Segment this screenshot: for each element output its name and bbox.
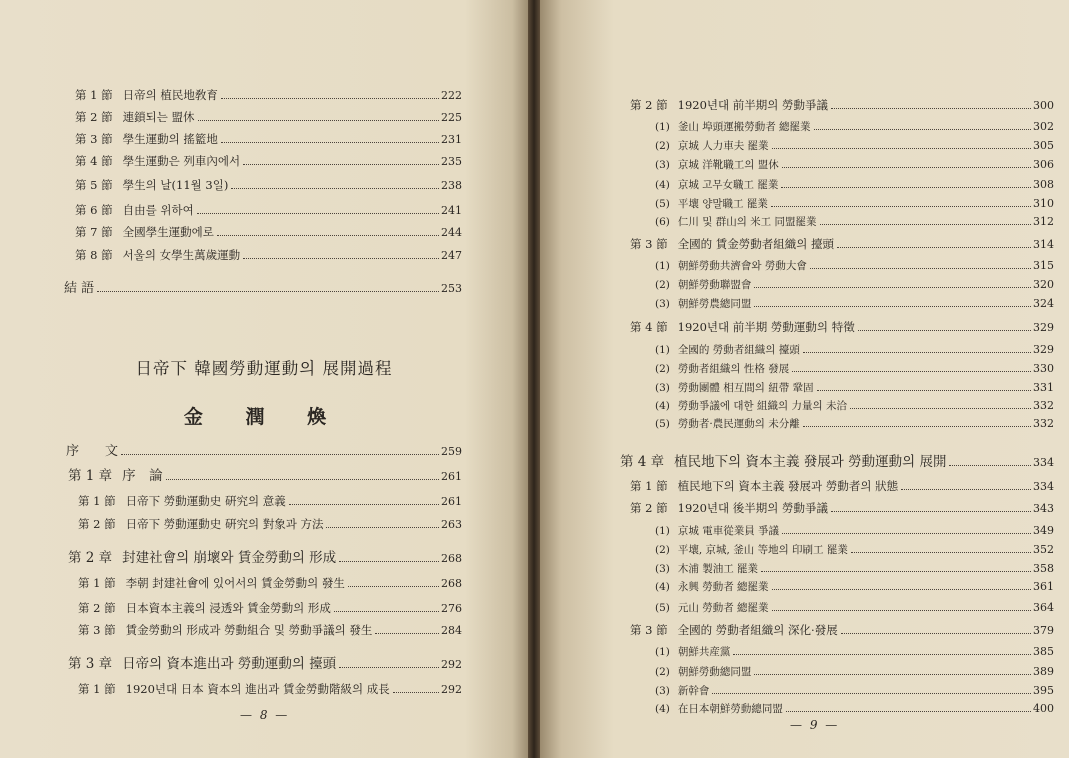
dot-leader: [901, 489, 1031, 490]
toc-entry-title: 日帝下 勞動運動史 硏究의 對象과 方法: [125, 517, 324, 531]
book-title: 日帝下 韓國勞動運動의 展開過程: [135, 359, 393, 378]
toc-entry-number: (2): [655, 279, 670, 291]
left-page: [0, 0, 528, 758]
toc-entry-number: (2): [655, 666, 670, 678]
toc-entry-number: (1): [655, 344, 670, 356]
toc-entry-page: 315: [1033, 259, 1054, 272]
toc-entry: [655, 579, 1054, 595]
dot-leader: [772, 589, 1031, 590]
toc-entry-title: 日帝의 植民地敎育: [122, 88, 218, 102]
dot-leader: [375, 633, 439, 634]
toc-entry-number: 第 1 節: [78, 682, 116, 696]
toc-entry-page: 284: [441, 624, 462, 637]
toc-entry-title: 結 語: [64, 281, 95, 296]
toc-entry-page: 231: [441, 133, 462, 146]
toc-entry-title: 序 論: [122, 468, 163, 484]
toc-entry: [66, 444, 462, 460]
toc-entry-page: 364: [1033, 601, 1054, 614]
toc-entry-title: 學生運動의 搖籃地: [122, 132, 218, 146]
dot-leader: [712, 693, 1031, 694]
toc-entry-title: 朝鮮勞動共濟會와 勞動大會: [677, 260, 807, 272]
dot-leader: [326, 527, 439, 528]
page-number: — 8 —: [240, 708, 290, 722]
toc-entry-number: 第 1 節: [630, 479, 668, 493]
toc-entry-page: 305: [1033, 139, 1054, 152]
toc-entry-number: (5): [655, 198, 670, 210]
toc-entry-title: 新幹會: [677, 685, 710, 697]
dot-leader: [810, 268, 1031, 269]
toc-entry: [75, 153, 462, 170]
dot-leader: [221, 98, 439, 99]
toc-entry-page: 330: [1033, 362, 1054, 375]
toc-entry-number: 第 2 章: [68, 550, 113, 566]
toc-entry-page: 259: [441, 445, 462, 458]
toc-entry-number: 第 1 節: [78, 576, 116, 590]
dot-leader: [348, 586, 439, 587]
toc-entry-number: (2): [655, 140, 670, 152]
toc-entry-title: 平壤 양말職工 罷業: [677, 198, 768, 210]
toc-entry-title: 日本資本主義의 浸透와 賃金勞動의 形成: [125, 601, 331, 615]
toc-entry-title: 永興 勞動者 總罷業: [677, 581, 769, 593]
toc-entry-title: 木浦 製油工 罷業: [677, 563, 759, 575]
author-name: 金 潤 煥: [183, 406, 345, 428]
toc-entry: [655, 214, 1054, 230]
toc-entry-title: 1920년대 後半期의 勞動爭議: [677, 501, 829, 515]
dot-leader: [221, 142, 439, 143]
toc-entry-page: 244: [441, 226, 462, 239]
toc-entry: [655, 196, 1054, 212]
toc-entry: [655, 701, 1054, 717]
dot-leader: [231, 188, 439, 189]
toc-entry-number: (1): [655, 260, 670, 272]
toc-entry: [75, 247, 462, 264]
toc-entry: [655, 138, 1054, 154]
toc-entry-title: 平壤, 京城, 釜山 等地의 印刷工 罷業: [677, 544, 848, 556]
dot-leader: [782, 167, 1031, 168]
toc-entry-page: 334: [1033, 480, 1054, 493]
toc-entry-page: 320: [1033, 278, 1054, 291]
toc-entry-number: 第 5 節: [75, 178, 113, 192]
dot-leader: [339, 667, 439, 668]
toc-entry-page: 324: [1033, 297, 1054, 310]
toc-entry-page: 361: [1033, 580, 1054, 593]
toc-entry-title: 全國的 賃金勞動者組織의 擡頭: [677, 237, 835, 251]
toc-entry-number: (4): [655, 703, 670, 715]
toc-entry-page: 261: [441, 470, 462, 483]
toc-entry: [78, 600, 462, 617]
toc-entry-number: 第 3 章: [68, 656, 113, 672]
toc-entry: [655, 561, 1054, 577]
dot-leader: [754, 674, 1031, 675]
toc-entry-number: (5): [655, 418, 670, 430]
dot-leader: [243, 258, 439, 259]
toc-entry-title: 朝鮮共産黨: [677, 646, 731, 658]
toc-entry-page: 310: [1033, 197, 1054, 210]
toc-entry-number: 第 1 章: [68, 468, 113, 484]
dot-leader: [243, 164, 439, 165]
toc-entry-title: 賃金勞動의 形成과 勞動組合 및 勞動爭議의 發生: [125, 623, 373, 637]
toc-entry: [68, 468, 462, 485]
dot-leader: [334, 611, 439, 612]
toc-entry: [655, 380, 1054, 396]
toc-entry-page: 312: [1033, 215, 1054, 228]
dot-leader: [851, 552, 1031, 553]
dot-leader: [782, 533, 1031, 534]
dot-leader: [97, 291, 439, 292]
dot-leader: [339, 561, 439, 562]
toc-entry-page: 306: [1033, 158, 1054, 171]
toc-entry-number: 第 2 節: [78, 601, 116, 615]
toc-entry-title: 學生運動은 列車內에서: [122, 154, 241, 168]
toc-entry-number: (3): [655, 298, 670, 310]
dot-leader: [850, 408, 1031, 409]
toc-entry: [75, 87, 462, 104]
toc-entry: [630, 500, 1054, 517]
dot-leader: [754, 306, 1031, 307]
toc-entry-page: 253: [441, 282, 462, 295]
toc-entry-title: 全國學生運動에로: [122, 225, 214, 239]
toc-entry-page: 332: [1033, 399, 1054, 412]
toc-entry-title: 釜山 埠頭運搬勞動者 總罷業: [677, 121, 811, 133]
toc-entry-number: (4): [655, 400, 670, 412]
dot-leader: [803, 426, 1031, 427]
toc-entry: [78, 681, 462, 698]
toc-entry-number: 第 3 節: [630, 237, 668, 251]
toc-entry: [655, 523, 1054, 539]
toc-entry: [78, 516, 462, 533]
toc-entry-number: 第 2 節: [78, 517, 116, 531]
dot-leader: [858, 330, 1031, 331]
toc-entry: [655, 258, 1054, 274]
book-gutter: [528, 0, 540, 758]
toc-entry-page: 268: [441, 552, 462, 565]
toc-entry: [630, 97, 1054, 114]
dot-leader: [121, 454, 439, 455]
toc-entry-page: 292: [441, 658, 462, 671]
toc-entry-page: 247: [441, 249, 462, 262]
toc-entry-title: 自由를 위하여: [122, 203, 194, 217]
toc-entry: [655, 342, 1054, 358]
toc-entry: [655, 683, 1054, 699]
toc-entry-title: 連鎖되는 盟休: [122, 110, 195, 124]
toc-entry: [68, 656, 462, 673]
toc-entry-title: 1920년대 前半期 勞動運動의 特徵: [677, 320, 855, 334]
toc-entry: [64, 281, 462, 297]
dot-leader: [772, 148, 1031, 149]
toc-entry-number: 第 3 節: [78, 623, 116, 637]
toc-entry-number: (1): [655, 525, 670, 537]
toc-entry-number: (3): [655, 685, 670, 697]
toc-entry-number: (2): [655, 544, 670, 556]
toc-entry-title: 序 文: [66, 444, 119, 459]
toc-entry: [655, 177, 1054, 193]
toc-entry-title: 植民地下의 資本主義 發展과 勞動運動의 展開: [674, 454, 947, 470]
toc-entry-page: 352: [1033, 543, 1054, 556]
toc-entry-page: 389: [1033, 665, 1054, 678]
toc-entry-page: 343: [1033, 502, 1054, 515]
right-page: [540, 0, 1069, 758]
toc-entry-title: 1920년대 前半期의 勞動爭議: [677, 98, 829, 112]
toc-entry-title: 勞動爭議에 대한 組織의 力量의 未洽: [677, 400, 847, 412]
toc-entry-page: 385: [1033, 645, 1054, 658]
dot-leader: [781, 187, 1031, 188]
dot-leader: [733, 654, 1031, 655]
toc-entry: [630, 319, 1054, 336]
toc-entry-page: 358: [1033, 562, 1054, 575]
dot-leader: [197, 213, 439, 214]
toc-entry: [630, 236, 1054, 253]
page-number: — 9 —: [790, 718, 840, 732]
toc-entry-page: 302: [1033, 120, 1054, 133]
toc-entry-page: 241: [441, 204, 462, 217]
toc-entry-title: 日帝의 資本進出과 勞動運動의 擡頭: [122, 656, 337, 672]
toc-entry: [75, 177, 462, 194]
toc-entry-page: 331: [1033, 381, 1054, 394]
dot-leader: [831, 108, 1031, 109]
toc-entry-title: 元山 勞動者 總罷業: [677, 602, 769, 614]
toc-entry-number: 第 2 節: [630, 98, 668, 112]
toc-entry-page: 261: [441, 495, 462, 508]
toc-entry-page: 334: [1033, 456, 1054, 469]
toc-entry: [655, 361, 1054, 377]
toc-entry-number: (3): [655, 563, 670, 575]
dot-leader: [792, 371, 1031, 372]
toc-entry-title: 勞動者組織의 性格 發展: [677, 363, 790, 375]
toc-entry-title: 學生의 날(11월 3일): [122, 178, 229, 192]
toc-entry: [78, 622, 462, 639]
toc-entry-page: 235: [441, 155, 462, 168]
toc-entry-number: (3): [655, 159, 670, 171]
toc-entry-page: 263: [441, 518, 462, 531]
toc-entry: [68, 550, 462, 567]
dot-leader: [949, 465, 1031, 466]
toc-entry: [655, 119, 1054, 135]
toc-entry: [75, 131, 462, 148]
toc-entry-number: 第 4 節: [75, 154, 113, 168]
toc-entry: [78, 493, 462, 510]
dot-leader: [771, 206, 1031, 207]
toc-entry-number: (1): [655, 646, 670, 658]
toc-entry-number: 第 7 節: [75, 225, 113, 239]
toc-entry-page: 300: [1033, 99, 1054, 112]
toc-entry-number: (4): [655, 581, 670, 593]
toc-entry-number: 第 2 節: [630, 501, 668, 515]
toc-entry-number: 第 3 節: [630, 623, 668, 637]
toc-entry-page: 349: [1033, 524, 1054, 537]
toc-entry-page: 268: [441, 577, 462, 590]
toc-entry-page: 329: [1033, 321, 1054, 334]
toc-entry: [655, 542, 1054, 558]
toc-entry-title: 京城 洋靴職工의 盟休: [677, 159, 779, 171]
dot-leader: [166, 479, 439, 480]
toc-entry-title: 京城 고무女職工 罷業: [677, 179, 779, 191]
toc-entry: [655, 416, 1054, 432]
toc-entry-number: (3): [655, 382, 670, 394]
toc-entry-title: 日帝下 勞動運動史 硏究의 意義: [125, 494, 286, 508]
toc-entry-title: 朝鮮勞農總同盟: [677, 298, 752, 310]
toc-entry-number: 第 6 節: [75, 203, 113, 217]
toc-entry-page: 329: [1033, 343, 1054, 356]
toc-entry-page: 238: [441, 179, 462, 192]
toc-entry-title: 李朝 封建社會에 있어서의 賃金勞動의 發生: [125, 576, 345, 590]
toc-entry-number: 第 8 節: [75, 248, 113, 262]
dot-leader: [289, 504, 439, 505]
toc-entry: [630, 622, 1054, 639]
toc-entry: [655, 296, 1054, 312]
toc-entry: [655, 600, 1054, 616]
toc-entry-title: 全國的 勞動者組織의 深化·發展: [677, 623, 838, 637]
dot-leader: [841, 633, 1031, 634]
toc-entry: [620, 454, 1054, 471]
toc-entry-number: 第 4 節: [630, 320, 668, 334]
dot-leader: [754, 287, 1031, 288]
dot-leader: [198, 120, 439, 121]
toc-entry: [75, 202, 462, 219]
dot-leader: [817, 390, 1031, 391]
toc-entry-title: 仁川 및 群山의 米工 同盟罷業: [677, 216, 817, 228]
toc-entry-page: 395: [1033, 684, 1054, 697]
toc-entry: [630, 478, 1054, 495]
toc-entry-title: 植民地下의 資本主義 發展과 勞動者의 狀態: [677, 479, 899, 493]
toc-entry-title: 京城 人力車夫 罷業: [677, 140, 769, 152]
toc-entry-page: 400: [1033, 702, 1054, 715]
toc-entry-number: (2): [655, 363, 670, 375]
toc-entry-page: 222: [441, 89, 462, 102]
toc-entry-page: 225: [441, 111, 462, 124]
toc-entry-title: 勞動者·農民運動의 未分離: [677, 418, 800, 430]
toc-entry: [78, 575, 462, 592]
toc-entry: [655, 277, 1054, 293]
toc-entry: [655, 157, 1054, 173]
toc-entry-title: 서울의 女學生萬歲運動: [122, 248, 241, 262]
dot-leader: [803, 352, 1031, 353]
toc-entry-number: 第 1 節: [75, 88, 113, 102]
toc-entry-title: 在日本朝鮮勞動總同盟: [677, 703, 783, 715]
dot-leader: [761, 571, 1031, 572]
dot-leader: [217, 235, 439, 236]
toc-entry: [655, 644, 1054, 660]
toc-entry-title: 京城 電車從業員 爭議: [677, 525, 780, 537]
toc-entry-page: 314: [1033, 238, 1054, 251]
toc-entry-number: (6): [655, 216, 670, 228]
dot-leader: [393, 692, 439, 693]
toc-entry-page: 379: [1033, 624, 1054, 637]
toc-entry: [655, 664, 1054, 680]
toc-entry-page: 276: [441, 602, 462, 615]
dot-leader: [772, 610, 1031, 611]
toc-entry-title: 封建社會의 崩壞와 賃金勞動의 形成: [122, 550, 337, 566]
toc-entry-number: (4): [655, 179, 670, 191]
toc-entry-number: 第 1 節: [78, 494, 116, 508]
toc-entry: [655, 398, 1054, 414]
toc-entry-page: 332: [1033, 417, 1054, 430]
toc-entry: [75, 109, 462, 126]
dot-leader: [820, 224, 1031, 225]
toc-entry-title: 1920년대 日本 資本의 進出과 賃金勞動階級의 成長: [125, 682, 390, 696]
toc-entry-page: 308: [1033, 178, 1054, 191]
toc-entry-page: 292: [441, 683, 462, 696]
toc-entry-number: 第 4 章: [620, 454, 665, 470]
toc-entry-title: 全國的 勞動者組織의 擡頭: [677, 344, 800, 356]
toc-entry-number: (5): [655, 602, 670, 614]
toc-entry-title: 勞動團體 相互間의 紐帶 鞏固: [677, 382, 814, 394]
toc-entry-title: 朝鮮勞動聯盟會: [677, 279, 752, 291]
dot-leader: [786, 711, 1031, 712]
toc-entry-title: 朝鮮勞動總同盟: [677, 666, 752, 678]
dot-leader: [831, 511, 1031, 512]
dot-leader: [814, 129, 1031, 130]
toc-entry-number: 第 3 節: [75, 132, 113, 146]
toc-entry-number: 第 2 節: [75, 110, 113, 124]
dot-leader: [837, 247, 1031, 248]
toc-entry-number: (1): [655, 121, 670, 133]
toc-entry: [75, 224, 462, 241]
